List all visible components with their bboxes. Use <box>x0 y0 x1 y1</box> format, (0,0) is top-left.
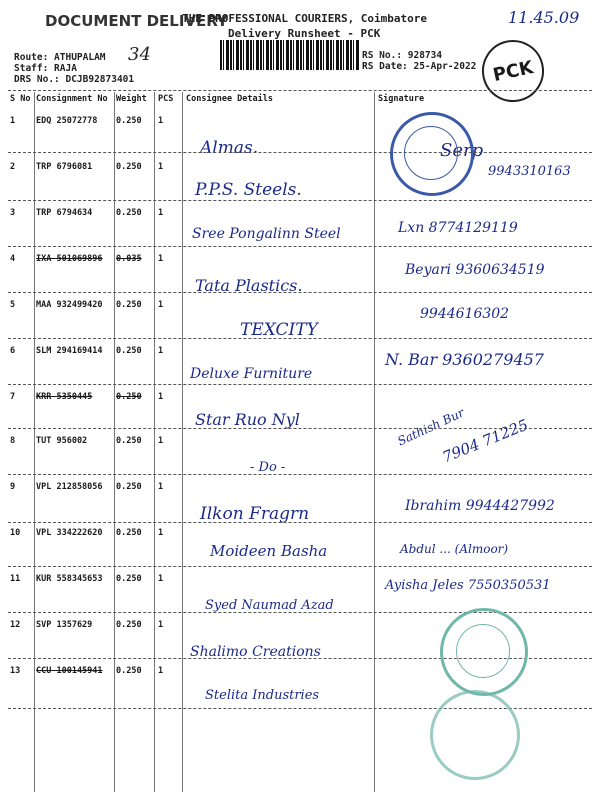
row-consignee: Sree Pongalinn Steel <box>192 226 341 242</box>
row-consignment: CCU 100145941 <box>36 666 103 676</box>
row-pcs: 1 <box>158 116 164 126</box>
row-weight: 0.250 <box>116 666 142 676</box>
pck-stamp: PCK <box>476 34 550 108</box>
row-pcs: 1 <box>158 620 164 630</box>
row-pcs: 1 <box>158 162 164 172</box>
col-consignee: Consignee Details <box>186 94 273 104</box>
row-consignee: Tata Plastics. <box>195 276 303 295</box>
col-divider <box>374 92 375 792</box>
barcode <box>220 40 360 70</box>
row-weight: 0.250 <box>116 208 142 218</box>
row-sno: 5 <box>10 300 16 310</box>
row-pcs: 1 <box>158 436 164 446</box>
row-signature: Lxn 8774129119 <box>398 220 518 236</box>
row-signature: 9943310163 <box>488 164 571 179</box>
row-consignee: Star Ruo Nyl <box>195 410 300 429</box>
row-sno: 6 <box>10 346 16 356</box>
row-signature: 7904 71225 <box>439 415 531 467</box>
row-consignment: SLM 294169414 <box>36 346 103 356</box>
row-divider <box>8 384 592 385</box>
row-pcs: 1 <box>158 666 164 676</box>
runsheet-title: Delivery Runsheet - PCK <box>228 27 381 40</box>
col-divider <box>154 92 155 792</box>
green-seal-inner <box>456 624 510 678</box>
row-consignee: Syed Naumad Azad <box>205 598 334 613</box>
row-divider <box>8 200 592 201</box>
staff: Staff: RAJA <box>14 63 77 74</box>
row-consignment: VPL 334222620 <box>36 528 103 538</box>
route: Route: ATHUPALAM <box>14 52 106 63</box>
company-name: THE PROFESSIONAL COURIERS, Coimbatore <box>182 12 428 25</box>
col-consignment: Consignment No <box>36 94 108 104</box>
row-pcs: 1 <box>158 254 164 264</box>
row-sno: 2 <box>10 162 16 172</box>
row-signature: 9944616302 <box>420 306 510 322</box>
row-consignment: KRR 5350445 <box>36 392 93 402</box>
row-weight: 0.250 <box>116 482 142 492</box>
row-consignee: Ilkon Fragrn <box>200 504 310 524</box>
row-sno: 7 <box>10 392 16 402</box>
col-divider <box>34 92 35 792</box>
row-pcs: 1 <box>158 392 164 402</box>
col-weight: Weight <box>116 94 147 104</box>
row-consignee: Moideen Basha <box>210 542 328 560</box>
table-top-line <box>8 90 592 91</box>
row-signature: Beyari 9360634519 <box>405 262 545 278</box>
row-sno: 9 <box>10 482 16 492</box>
row-divider <box>8 338 592 339</box>
row-consignment: EDQ 25072778 <box>36 116 98 126</box>
col-divider <box>114 92 115 792</box>
row-consignment: VPL 212858056 <box>36 482 103 492</box>
row-consignee: - Do - <box>250 460 286 475</box>
row-signature: Sathish Bur <box>395 405 467 449</box>
row-divider <box>8 246 592 247</box>
row-consignee: Almas. <box>200 138 259 158</box>
row-sno: 11 <box>10 574 21 584</box>
row-consignment: TRP 6796081 <box>36 162 93 172</box>
row-pcs: 1 <box>158 482 164 492</box>
row-sno: 8 <box>10 436 16 446</box>
row-pcs: 1 <box>158 528 164 538</box>
row-divider <box>8 522 592 523</box>
row-pcs: 1 <box>158 300 164 310</box>
row-consignment: SVP 1357629 <box>36 620 93 630</box>
row-sno: 1 <box>10 116 16 126</box>
row-sno: 4 <box>10 254 16 264</box>
row-weight: 0.250 <box>116 300 142 310</box>
row-consignee: Shalimo Creations <box>190 644 321 660</box>
row-weight: 0.250 <box>116 574 142 584</box>
row-consignee: P.P.S. Steels. <box>195 180 302 200</box>
row-consignment: KUR 558345653 <box>36 574 103 584</box>
row-weight: 0.250 <box>116 392 142 402</box>
row-signature: Ibrahim 9944427992 <box>405 498 555 514</box>
row-signature: Ayisha Jeles 7550350531 <box>385 578 551 593</box>
company-seal-inner <box>404 126 458 180</box>
row-sno: 12 <box>10 620 21 630</box>
row-weight: 0.250 <box>116 162 142 172</box>
document-delivery-stamp: DOCUMENT DELIVERY <box>45 12 228 30</box>
row-pcs: 1 <box>158 346 164 356</box>
row-divider <box>8 292 592 293</box>
row-sno: 13 <box>10 666 21 676</box>
row-signature: Serp <box>440 140 484 161</box>
rs-date: RS Date: 25-Apr-2022 <box>362 61 477 72</box>
col-signature: Signature <box>378 94 425 104</box>
row-divider <box>8 474 592 475</box>
row-signature: N. Bar 9360279457 <box>385 350 544 369</box>
rs-number: RS No.: 928734 <box>362 50 443 61</box>
row-consignment: TRP 6794634 <box>36 208 93 218</box>
row-weight: 0.035 <box>116 254 142 264</box>
row-weight: 0.250 <box>116 346 142 356</box>
row-consignment: TUT 956002 <box>36 436 88 446</box>
col-pcs: PCS <box>158 94 174 104</box>
row-consignee: TEXCITY <box>240 320 318 340</box>
row-sno: 10 <box>10 528 21 538</box>
drs-number: DRS No.: DCJB92873401 <box>14 74 135 85</box>
handwritten-date: 11.45.09 <box>508 8 580 27</box>
row-weight: 0.250 <box>116 116 142 126</box>
row-consignment: MAA 932499420 <box>36 300 103 310</box>
row-divider <box>8 152 592 153</box>
row-consignment: IXA 501069896 <box>36 254 103 264</box>
row-weight: 0.250 <box>116 436 142 446</box>
row-sno: 3 <box>10 208 16 218</box>
row-weight: 0.250 <box>116 620 142 630</box>
col-sno: S No <box>10 94 31 104</box>
row-consignee: Stelita Industries <box>205 688 320 703</box>
green-seal-stamp <box>430 690 520 780</box>
handwritten-number: 34 <box>128 44 151 65</box>
col-divider <box>182 92 183 792</box>
row-consignee: Deluxe Furniture <box>190 366 313 382</box>
row-divider <box>8 566 592 567</box>
row-pcs: 1 <box>158 574 164 584</box>
row-weight: 0.250 <box>116 528 142 538</box>
row-pcs: 1 <box>158 208 164 218</box>
row-signature: Abdul ... (Almoor) <box>400 542 509 556</box>
